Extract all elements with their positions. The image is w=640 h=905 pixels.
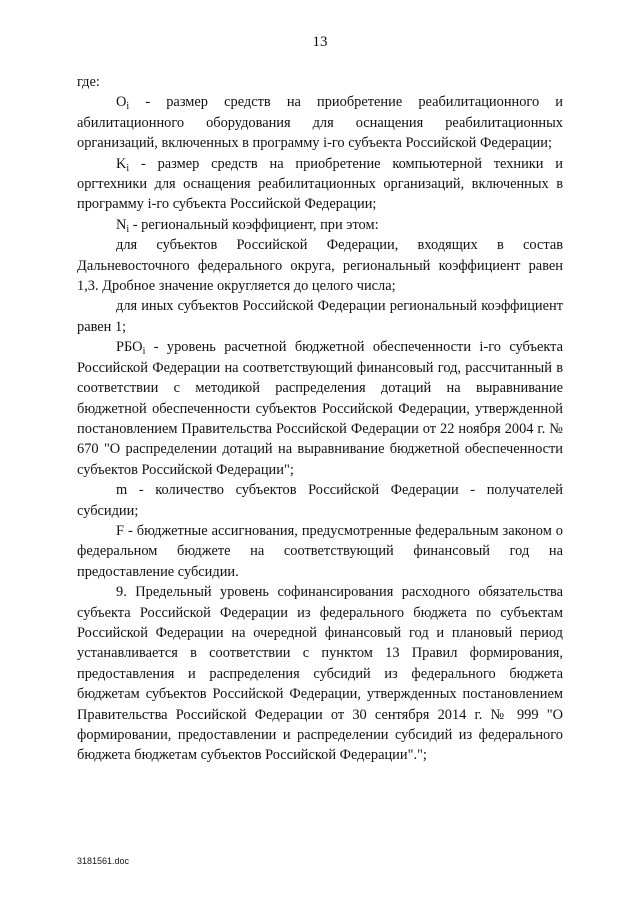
- paragraph-9: 9. Предельный уровень софинансирования расходного обязательства субъекта Российской Федерации из федерального бюджета по субъектам Российской Федерации на очередной финансовый год и плановый период устанавливается в соответствии с пунктом 13 Правил формирования, предоставления и распределения субсидий из федерального бюджета бюджетам субъектов Российской Федерации, утвержденных постановлением Правительства Российской Федерации от 30 сентября 2014 г. № 999 "О формировании, предоставлении и распределении субсидий из федерального бюджета бюджетам субъектов Российской Федерации".";: [77, 584, 563, 764]
- paragraph-ni: [77, 215, 563, 235]
- page-number: 13: [312, 34, 328, 50]
- variable-n: N: [116, 216, 127, 233]
- paragraph-rbo-text: - уровень расчетной бюджетной обеспеченности i-го субъекта Российской Федерации на соответствующий финансовый год, рассчитанный в соответствии с методикой распределения дотаций на выравнивание бюджетной обеспеченности субъектов Российской Федерации, утвержденной постановлением Правительства Российской Федерации от 22 ноября 2004 г. № 670 "О распределении дотаций на выравнивание бюджетной обеспеченности субъектов Российской Федерации";: [77, 339, 563, 478]
- paragraph-other-subjects: для иных субъектов Российской Федерации региональный коэффициент равен 1;: [77, 298, 563, 335]
- paragraph-where: где:: [77, 74, 100, 90]
- paragraph-far-east: для субъектов Российской Федерации, входящих в состав Дальневосточного федерального округа, региональный коэффициент равен 1,3. Дробное значение округляется до целого числа;: [77, 237, 563, 295]
- paragraph-ki-text: - размер средств на приобретение компьютерной техники и оргтехники для оснащения реабилитационных организаций, включенных в программу i-го субъекта Российской Федерации;: [77, 155, 563, 213]
- variable-rbo: РБО: [116, 339, 143, 356]
- paragraph-m: m - количество субъектов Российской Федерации - получателей субсидии;: [77, 482, 563, 519]
- variable-k: K: [116, 155, 127, 172]
- paragraph-ki: [77, 154, 563, 215]
- paragraph-oi: [77, 92, 563, 153]
- paragraph-f: F - бюджетные ассигнования, предусмотренные федеральным законом о федеральном бюджете на соответствующий финансовый год на предоставление субсидии.: [77, 522, 563, 580]
- subscript-i: i: [142, 346, 146, 358]
- subscript-i: i: [126, 162, 130, 174]
- subscript-i: i: [126, 223, 130, 235]
- paragraph-ni-text: - региональный коэффициент, при этом:: [129, 216, 379, 233]
- subscript-i: i: [126, 101, 130, 113]
- variable-o: O: [116, 94, 127, 111]
- document-body: [77, 72, 563, 766]
- paragraph-rbo: [77, 337, 563, 480]
- paragraph-oi-text: - размер средств на приобретение реабилитационного и абилитационного оборудования для оснащения реабилитационных организаций, включенных в программу i-го субъекта Российской Федерации;: [77, 94, 563, 152]
- footer-filename: 3181561.doc: [77, 856, 130, 866]
